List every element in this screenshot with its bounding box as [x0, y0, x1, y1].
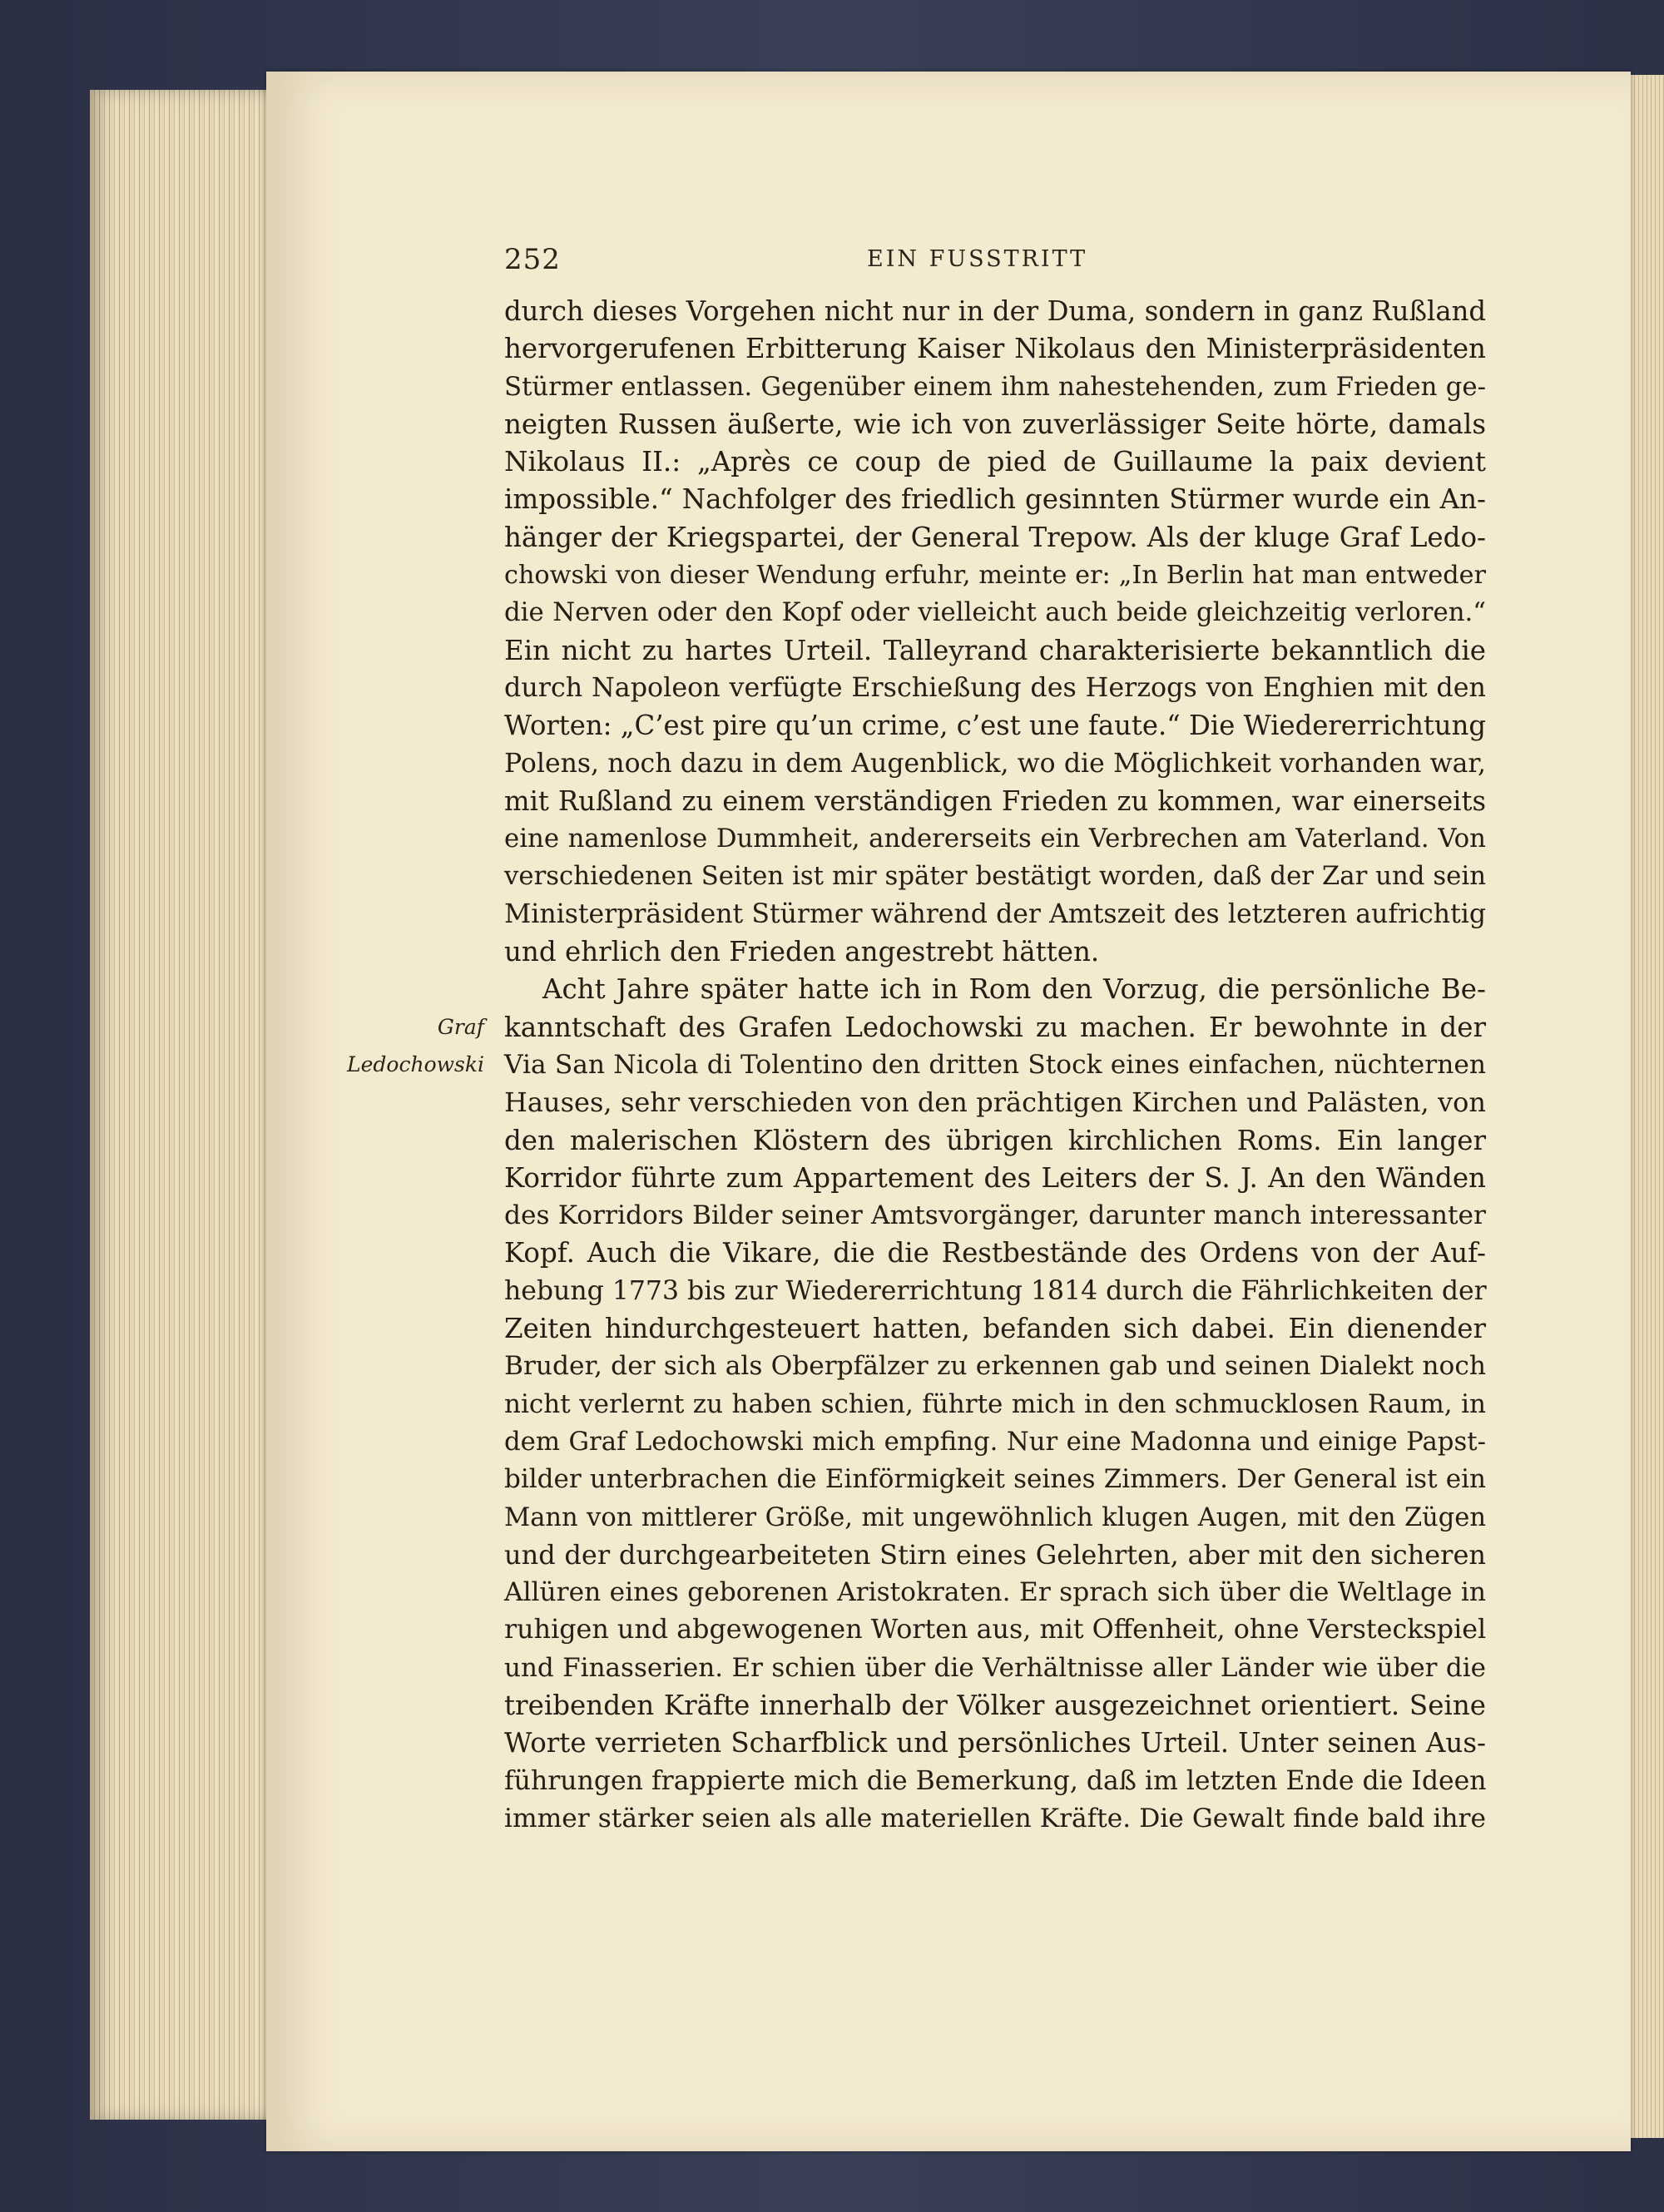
text-line: Stürmer entlassen. Gegenüber einem ihm nahestehenden, zum Frieden ge- [504, 371, 1486, 402]
text-line: chowski von dieser Wendung erfuhr, meinte er: „In Berlin hat man entweder [504, 561, 1486, 591]
text-line: Polens, noch dazu in dem Augenblick, wo die Möglichkeit vorhanden war, [504, 748, 1486, 779]
paragraph-end-line: und ehrlich den Frieden angestrebt hätten. [504, 936, 1100, 968]
chapter-title: EIN FUSSTRITT [867, 246, 1088, 272]
text-line: immer stärker seien als alle materiellen Kräfte. Die Gewalt finde bald ihre [504, 1803, 1486, 1833]
text-line: treibenden Kräfte innerhalb der Völker ausgezeichnet orientiert. Seine [504, 1689, 1486, 1721]
text-line: durch Napoleon verfügte Erschießung des Herzogs von Enghien mit den [504, 672, 1486, 703]
text-line: Kopf. Auch die Vikare, die die Restbestände des Ordens von der Auf- [504, 1237, 1486, 1269]
text-line: nicht verlernt zu haben schien, führte mich in den schmucklosen Raum, in [504, 1388, 1486, 1419]
text-line: neigten Russen äußerte, wie ich von zuverlässiger Seite hörte, damals [504, 408, 1486, 440]
text-line: bilder unterbrachen die Einförmigkeit seines Zimmers. Der General ist ein [504, 1464, 1486, 1495]
text-line: kanntschaft des Grafen Ledochowski zu machen. Er bewohnte in der [504, 1011, 1486, 1043]
text-line: Ein nicht zu hartes Urteil. Talleyrand charakterisierte bekanntlich die [504, 634, 1486, 666]
text-line: die Nerven oder den Kopf oder vielleicht auch beide gleichzeitig verloren.“ [504, 597, 1486, 628]
marginal-note-line-2: Ledochowski [347, 1052, 484, 1077]
marginal-note [347, 1008, 484, 1084]
text-line: Mann von mittlerer Größe, mit ungewöhnlich klugen Augen, mit den Zügen [504, 1502, 1486, 1532]
text-line: Ministerpräsident Stürmer während der Amtszeit des letzteren aufrichtig [504, 898, 1486, 929]
text-line: dem Graf Ledochowski mich empfing. Nur eine Madonna und einige Papst- [504, 1426, 1486, 1457]
text-line: Nikolaus II.: „Après ce coup de pied de Guillaume la paix devient [504, 446, 1486, 478]
text-line: verschiedenen Seiten ist mir später bestätigt worden, daß der Zar und sein [504, 861, 1486, 892]
text-line: Zeiten hindurchgesteuert hatten, befanden sich dabei. Ein dienender [504, 1313, 1486, 1345]
text-line: des Korridors Bilder seiner Amtsvorgänger, darunter manch interessanter [504, 1200, 1486, 1231]
text-line: mit Rußland zu einem verständigen Frieden zu kommen, war einerseits [504, 784, 1486, 817]
body-text [504, 293, 1486, 1838]
text-line: Worte verrieten Scharfblick und persönliches Urteil. Unter seinen Aus- [504, 1727, 1486, 1759]
text-line: und Finasserien. Er schien über die Verhältnisse aller Länder wie über die [504, 1652, 1486, 1683]
text-line: hänger der Kriegspartei, der General Trepow. Als der kluge Graf Ledo- [504, 521, 1486, 553]
text-line: Bruder, der sich als Oberpfälzer zu erkennen gab und seinen Dialekt noch [504, 1351, 1486, 1382]
text-line: Via San Nicola di Tolentino den dritten Stock eines einfachen, nüchternen [504, 1049, 1486, 1080]
text-line: Worten: „C’est pire qu’un crime, c’est une faute.“ Die Wiedererrichtung [504, 710, 1486, 742]
page-stack-edge [90, 90, 281, 2120]
text-line: Hauses, sehr verschieden von den prächtigen Kirchen und Palästen, von [504, 1086, 1486, 1119]
text-line: durch dieses Vorgehen nicht nur in der Duma, sondern in ganz Rußland [504, 295, 1486, 327]
page-number: 252 [504, 243, 561, 276]
text-line: den malerischen Klöstern des übrigen kirchlichen Roms. Ein langer [504, 1124, 1486, 1156]
marginal-note-line-1: Graf [437, 1015, 484, 1039]
text-line: führungen frappierte mich die Bemerkung, daß im letzten Ende die Ideen [504, 1765, 1487, 1796]
text-line: Allüren eines geborenen Aristokraten. Er sprach sich über die Weltlage in [504, 1577, 1486, 1608]
text-line: hervorgerufenen Erbitterung Kaiser Nikolaus den Ministerpräsidenten [504, 333, 1486, 365]
text-line: und der durchgearbeiteten Stirn eines Gelehrten, aber mit den sicheren [504, 1538, 1486, 1571]
running-head [504, 243, 1486, 285]
text-line: ruhigen und abgewogenen Worten aus, mit Offenheit, ohne Versteckspiel [504, 1615, 1487, 1645]
text-line: eine namenlose Dummheit, andererseits ein Verbrechen am Vaterland. Von [504, 824, 1486, 854]
text-line: Korridor führte zum Appartement des Leiters der S. J. An den Wänden [504, 1161, 1486, 1194]
text-line: impossible.“ Nachfolger des friedlich gesinnten Stürmer wurde ein An- [504, 483, 1486, 516]
paragraph-start-line: Acht Jahre später hatte ich in Rom den Vorzug, die persönliche Be- [542, 973, 1486, 1006]
text-line: hebung 1773 bis zur Wiedererrichtung 1814 durch die Fährlichkeiten der [504, 1275, 1487, 1306]
